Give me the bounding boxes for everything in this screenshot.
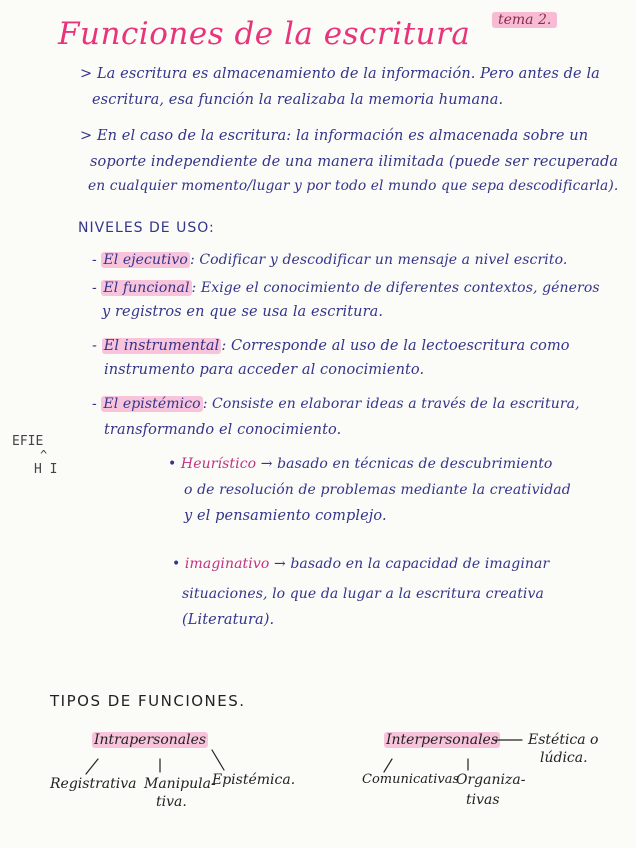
estetica-label-2: lúdica. [540,750,588,766]
margin-note-bottom: H I [34,462,58,477]
sub-imaginativo-line-2: situaciones, lo que da lugar a la escritura creativa [182,586,544,602]
intro-2-line-1: > En el caso de la escritura: la información es almacenada sobre un [80,128,589,144]
term-instrumental: El instrumental [103,338,220,354]
interpersonales-label: Interpersonales [386,732,499,748]
sub-heuristico-line-2: o de resolución de problemas mediante la creatividad [184,482,571,498]
manipulativa-label-1: Manipula- [144,776,216,792]
tipos-heading: TIPOS DE FUNCIONES. [50,692,246,710]
sub-heuristico: • Heurístico → basado en técnicas de descubrimiento [168,456,553,472]
nivel-funcional: - El funcional : Exige el conocimiento de diferentes contextos, géneros [92,280,600,296]
margin-note-top: EFIE [12,434,44,449]
organizativas-label-1: Organiza- [456,772,526,788]
term-ejecutivo: El ejecutivo [103,252,188,268]
nivel-instrumental: - El instrumental : Corresponde al uso de la lectoescritura como [92,338,570,354]
connector-registrativa [86,759,98,774]
term-epistemico: El epistémico [103,396,201,412]
intro-2-line-3: en cualquier momento/lugar y por todo el mundo que sepa descodificarla). [88,178,619,194]
manipulativa-label-2: tiva. [156,794,187,810]
intrapersonales-label: Intrapersonales [94,732,207,748]
epistemica-label: Epistémica. [212,772,296,788]
nivel-ejecutivo: - El ejecutivo : Codificar y descodificar un mensaje a nivel escrito. [92,252,568,268]
intro-2-line-2: soporte independiente de una manera ilimitada (puede ser recuperada [90,154,619,170]
nivel-epistemico-line-2: transformando el conocimiento. [104,422,342,438]
sub-imaginativo: • imaginativo → basado en la capacidad de imaginar [172,556,550,572]
sub-imaginativo-line-3: (Literatura). [182,612,275,628]
nivel-epistemico: - El epistémico : Consiste en elaborar ideas a través de la escritura, [92,396,580,412]
nivel-funcional-line-2: y registros en que se usa la escritura. [102,304,384,320]
organizativas-label-2: tivas [466,792,500,808]
term-heuristico: Heurístico [180,456,257,472]
niveles-heading: NIVELES DE USO: [78,220,215,236]
comunicativas-label: Comunicativas [362,772,460,787]
estetica-label-1: Estética o [528,732,599,748]
margin-note-caret: ^ [40,448,48,462]
intro-1-line-1: > La escritura es almacenamiento de la información. Pero antes de la [80,66,600,82]
connector-comunicativas [384,759,392,772]
nivel-instrumental-line-2: instrumento para acceder al conocimiento. [104,362,425,378]
term-funcional: El funcional [103,280,190,296]
topic-tag: tema 2. [492,12,557,28]
term-imaginativo: imaginativo [184,556,270,572]
connector-epistemica [212,750,224,770]
page-title: Funciones de la escritura [58,16,471,52]
registrativa-label: Registrativa [50,776,137,792]
intro-1-line-2: escritura, esa función la realizaba la memoria humana. [92,92,504,108]
sub-heuristico-line-3: y el pensamiento complejo. [184,508,387,524]
